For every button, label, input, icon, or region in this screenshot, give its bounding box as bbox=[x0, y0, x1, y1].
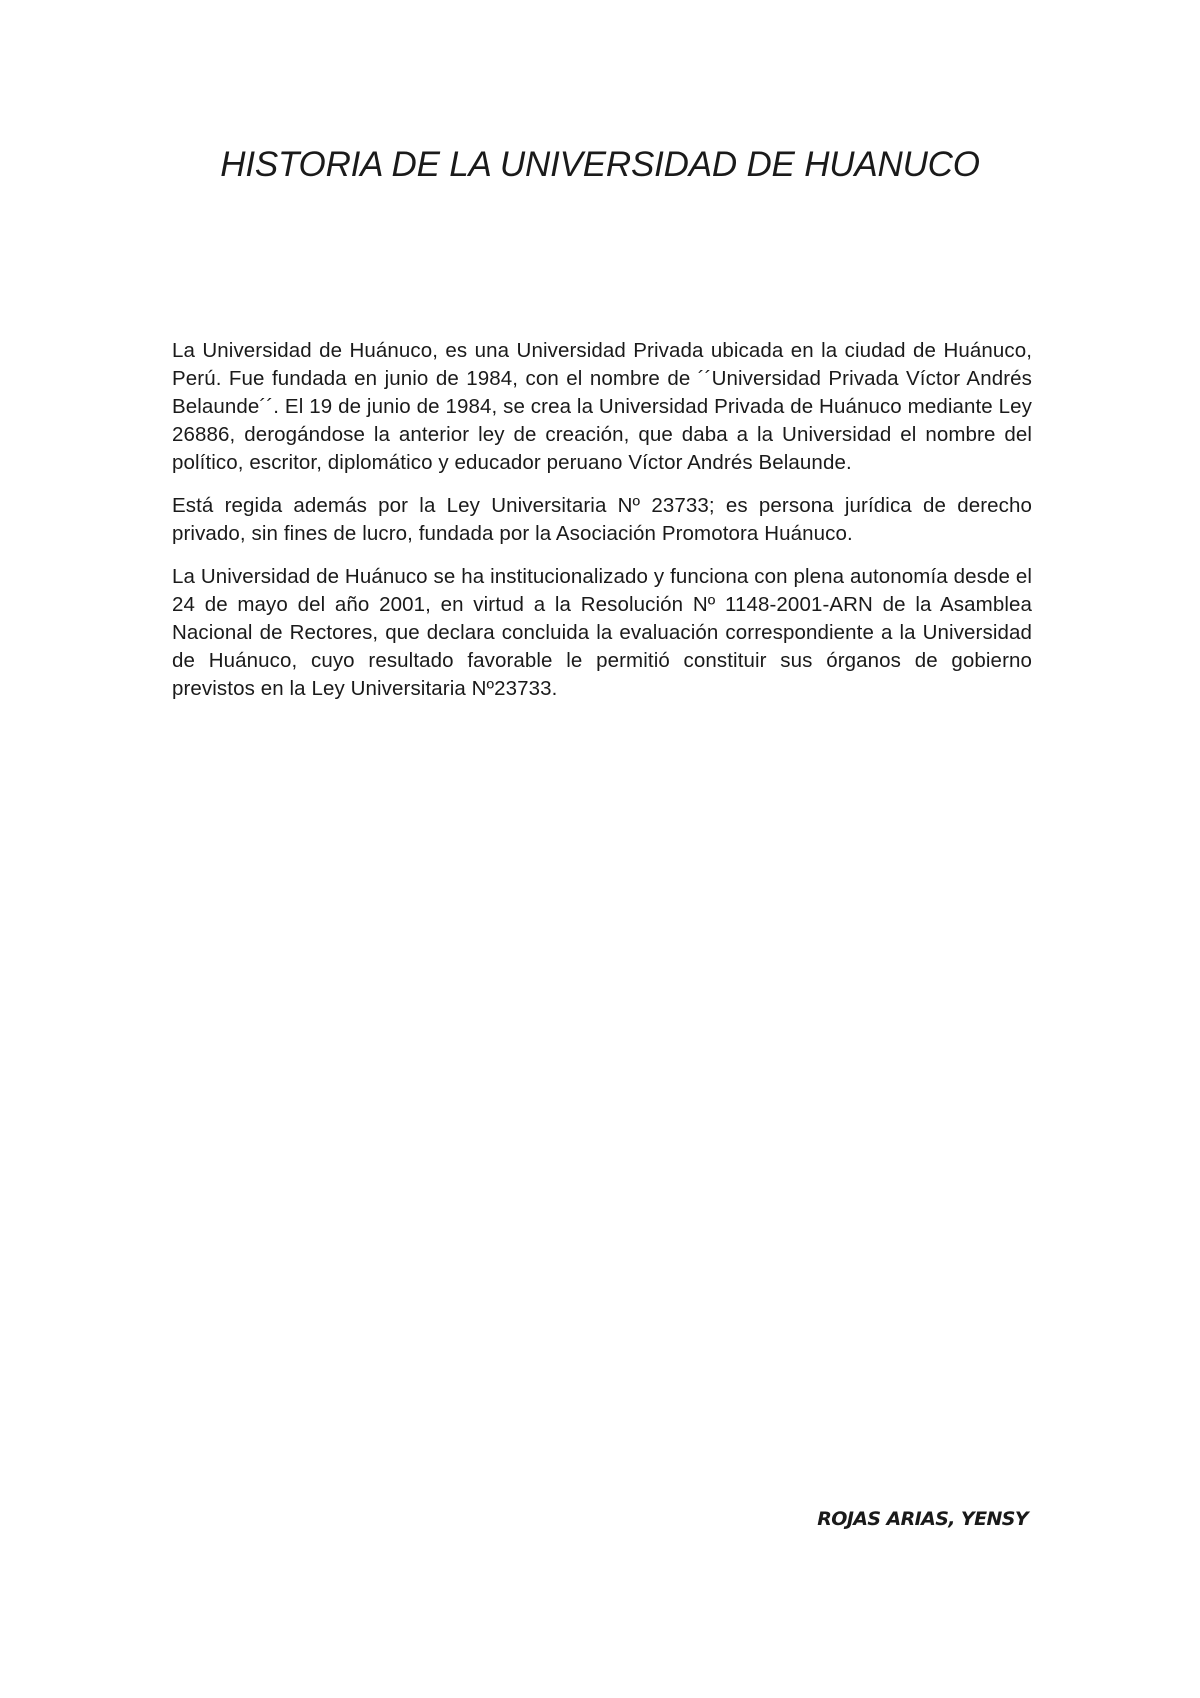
paragraph-autonomy: La Universidad de Huánuco se ha institucionalizado y funciona con plena autonomía desde el 24 de mayo del año 2001, en virtud a la Resolución Nº 1148-2001-ARN de la Asamblea Nacional de Rectores, que declara concluida la evaluación correspondiente a la Universidad de Huánuco, cuyo resultado favorable le permitió constituir sus órganos de gobierno previstos en la Ley Universitaria Nº23733. bbox=[172, 565, 1032, 700]
document-title: HISTORIA DE LA UNIVERSIDAD DE HUANUCO bbox=[220, 145, 980, 184]
paragraph-legal-status: Está regida además por la Ley Universitaria Nº 23733; es persona jurídica de derecho privado, sin fines de lucro, fundada por la Asociación Promotora Huánuco. bbox=[172, 494, 1032, 545]
document-body bbox=[172, 337, 1032, 718]
author-signature: ROJAS ARIAS, YENSY bbox=[817, 1508, 1028, 1530]
paragraph-founding: La Universidad de Huánuco, es una Universidad Privada ubicada en la ciudad de Huánuco, Perú. Fue fundada en junio de 1984, con el nombre de ´´Universidad Privada Víctor Andrés Belaunde´´. El 19 de junio de 1984, se crea la Universidad Privada de Huánuco mediante Ley 26886, derogándose la anterior ley de creación, que daba a la Universidad el nombre del político, escritor, diplomático y educador peruano Víctor Andrés Belaunde. bbox=[172, 339, 1032, 474]
